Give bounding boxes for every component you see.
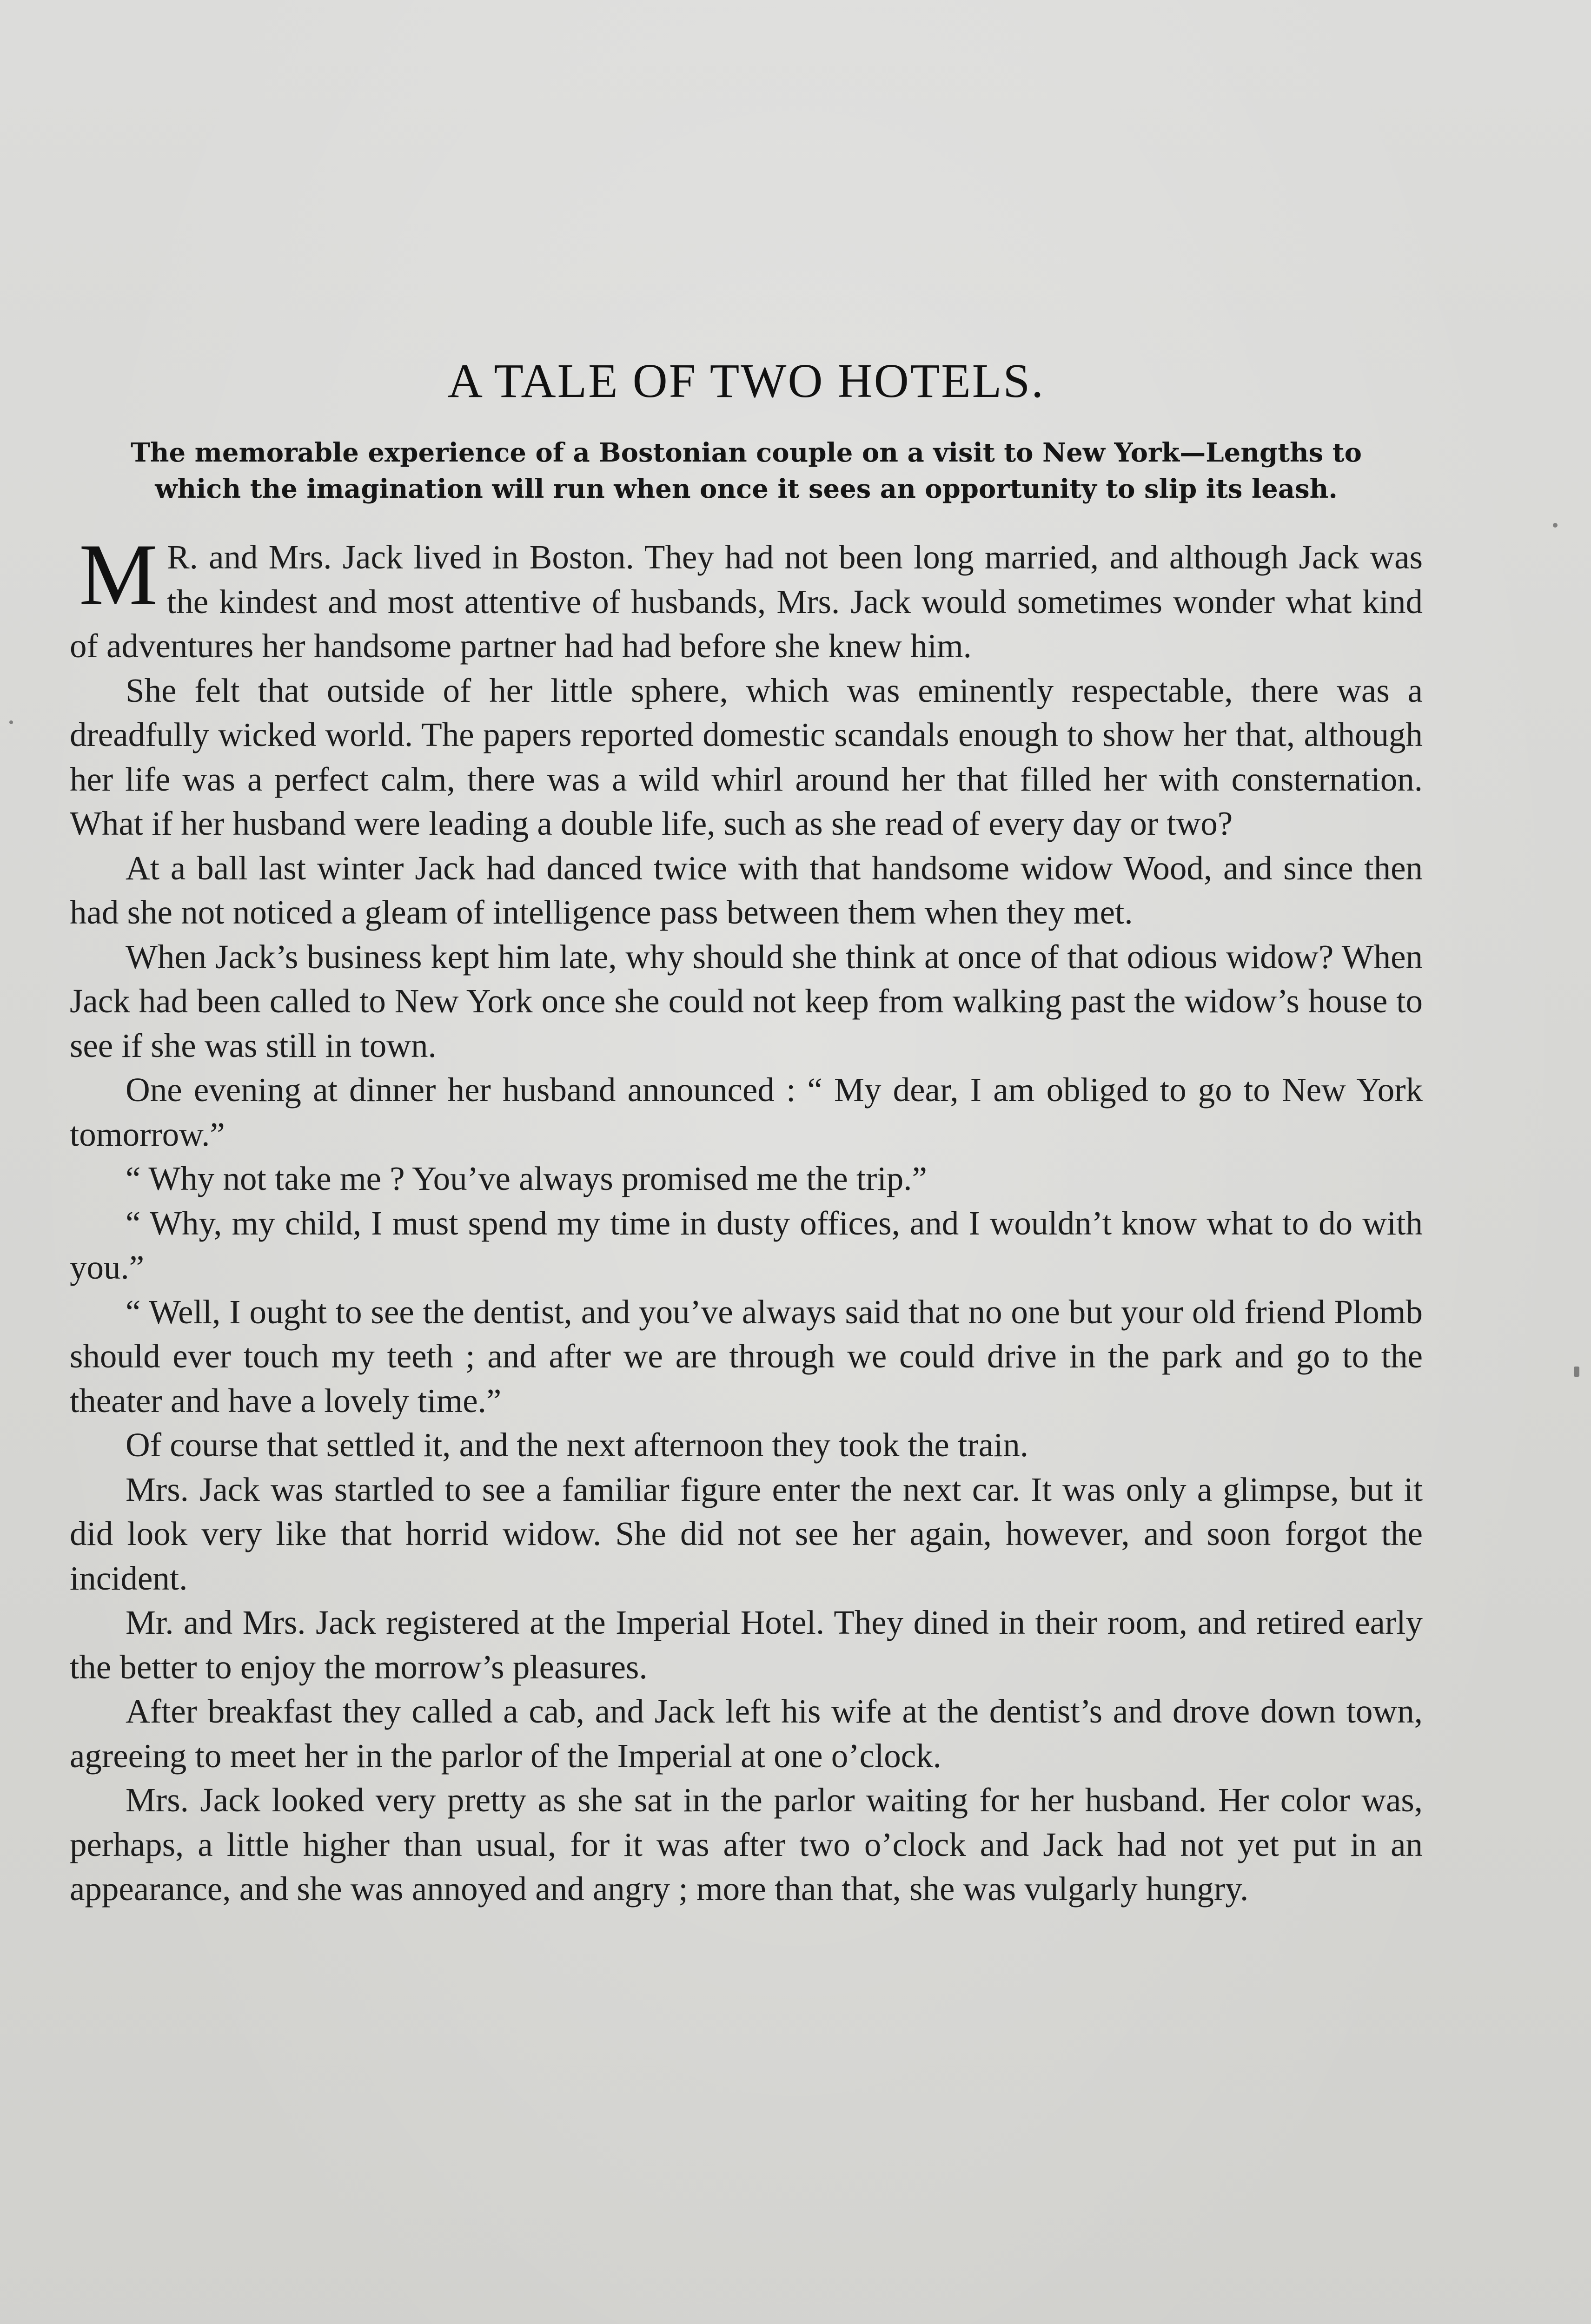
article-body [70,526,1423,1911]
paragraph: Mrs. Jack was startled to see a familiar figure enter the next car. It was only a glimpse, but it did look very like that horrid widow. She did not see her again, however, and soon forgot the incident. [70,1470,1423,1597]
paragraph: Of course that settled it, and the next afternoon they took the train. [126,1426,1029,1464]
drop-cap: M [79,526,158,624]
paragraph: One evening at dinner her husband announced : “ My dear, I am obliged to go to New York tomorrow.” [70,1071,1423,1153]
paragraph-text: R. and Mrs. Jack lived in Boston. They had not been long married, and although Jack was the kindest and most attentive of husbands, Mrs. Jack would sometimes wonder what kind of adventures her handsome partner had had before she knew him. [70,538,1423,665]
paragraph: She felt that outside of her little sphere, which was eminently respectable, there was a dreadfully wicked world. The papers reported domestic scandals enough to show her that, although her life was a perfect calm, there was a wild whirl around her that filled her with consternation. What if her husband were leading a double life, such as she read of every day or two? [70,671,1423,842]
paragraph: At a ball last winter Jack had danced twice with that handsome widow Wood, and since then had she not noticed a gleam of intelligence pass between them when they met. [70,849,1423,931]
paragraph: When Jack’s business kept him late, why should she think at once of that odious widow? When Jack had been called to New York once she could not keep from walking past the widow’s house to see if she was still in town. [70,938,1423,1064]
paragraph: Mr. and Mrs. Jack registered at the Imperial Hotel. They dined in their room, and retired early the better to enjoy the morrow’s pleasures. [70,1604,1423,1686]
article [70,353,1423,1911]
paragraph: After breakfast they called a cab, and Jack left his wife at the dentist’s and drove down town, agreeing to meet her in the parlor of the Imperial at one o’clock. [70,1692,1423,1775]
ink-speck [1574,1367,1579,1377]
paragraph: Mrs. Jack looked very pretty as she sat in the parlor waiting for her husband. Her color was, perhaps, a little higher than usual, for it was after two o’clock and Jack had not yet put in an appearance, and she was annoyed and angry ; more than that, she was vulgarly hungry. [70,1781,1423,1908]
paragraph: “ Why not take me ? You’ve always promised me the trip.” [126,1160,927,1197]
article-subtitle: The memorable experience of a Bostonian couple on a visit to New York—Lengths to which the imagination will run when once it sees an opportunity to slip its leash. [131,437,1362,504]
paragraph [70,526,1423,668]
ink-speck [9,720,13,724]
article-title: A TALE OF TWO HOTELS. [447,354,1045,408]
ink-speck [1553,523,1558,528]
paragraph: “ Well, I ought to see the dentist, and you’ve always said that no one but your old friend Plomb should ever touch my teeth ; and after we are through we could drive in the park and go to the theater and have a lovely time.” [70,1293,1423,1419]
paragraph: “ Why, my child, I must spend my time in dusty offices, and I wouldn’t know what to do with you.” [70,1204,1423,1286]
